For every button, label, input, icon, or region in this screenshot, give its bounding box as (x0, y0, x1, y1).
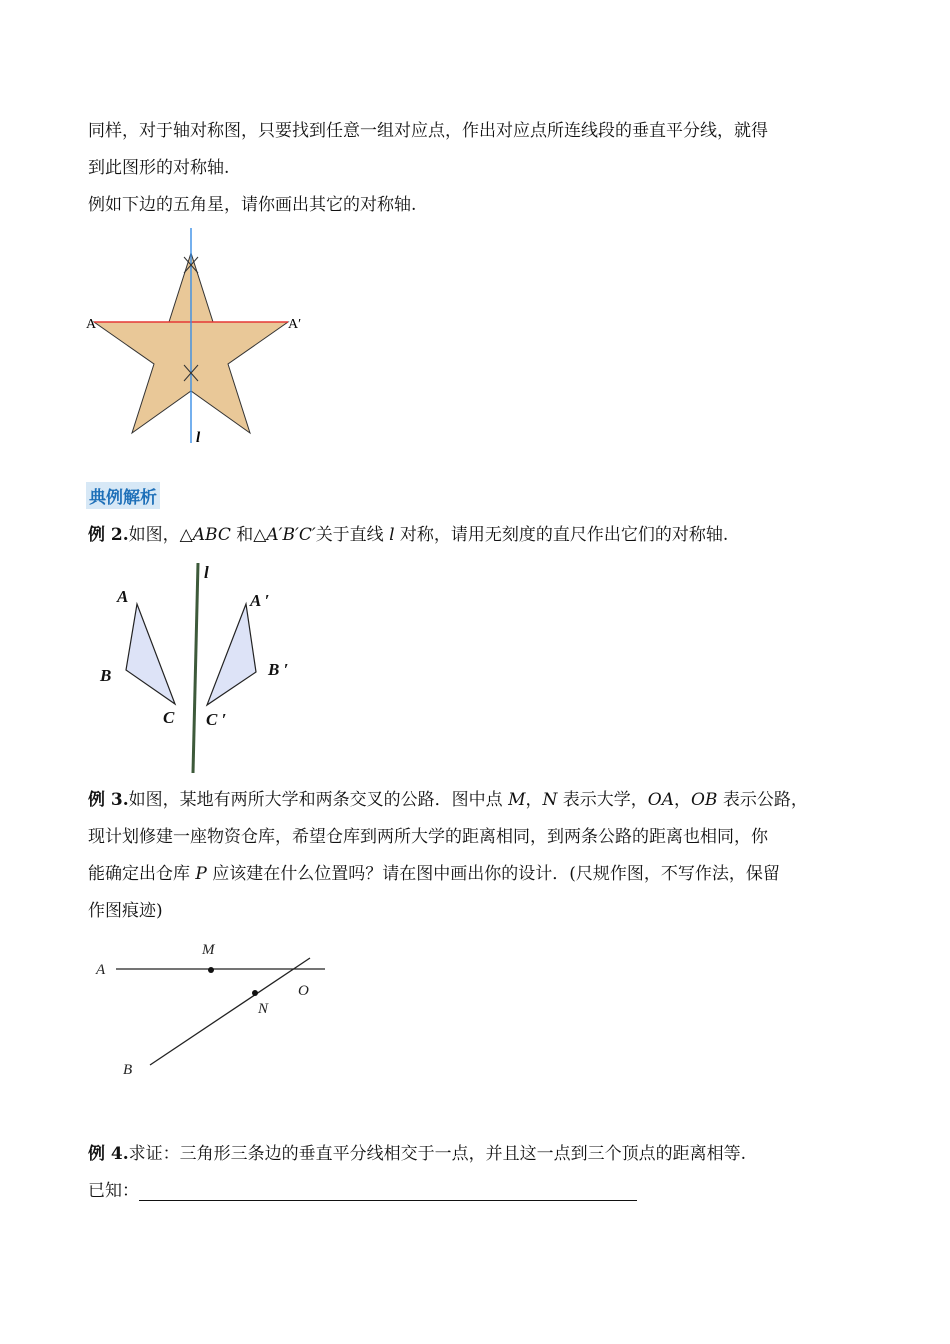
roads-label-a: A (96, 962, 106, 978)
roads-label-m: M (202, 942, 215, 958)
label-c-prime: C ′ (206, 710, 227, 729)
ex3-n: N (542, 790, 558, 810)
label-b: B (100, 666, 112, 685)
ex2-text-a: 如图，△ (128, 525, 193, 545)
label-b-prime: B ′ (268, 660, 289, 679)
ex3-line3-b: 应该建在什么位置吗？请在图中画出你的设计．(尺规作图，不写作法，保留 (206, 864, 780, 884)
ex3-line1-a: 如图，某地有两所大学和两条交叉的公路．图中点 (128, 790, 509, 810)
ex3-oa: OA (647, 790, 674, 810)
ex2-text-d: 对称，请用无刻度的直尺作出它们的对称轴. (394, 525, 729, 545)
roads-label-o: O (298, 983, 309, 999)
point-m (208, 967, 214, 973)
ex4-given-label: 已知： (88, 1181, 139, 1201)
line-l (193, 563, 198, 773)
label-l: l (204, 563, 209, 582)
triangle-abc (126, 604, 175, 704)
ex3-label: 例 3. (88, 790, 129, 810)
ex3-sep2: ， (674, 790, 691, 810)
star-label-a: A (86, 317, 97, 332)
ex3-line-3 (88, 859, 780, 884)
roads-label-n: N (258, 1001, 269, 1017)
given-answer-blank[interactable] (139, 1183, 637, 1201)
ex4-given-line (88, 1176, 637, 1201)
star-label-l: l (196, 430, 201, 446)
label-c: C (163, 708, 175, 727)
ex3-p: P (195, 864, 207, 884)
intro-line-2: 到此图形的对称轴. (88, 158, 230, 178)
ex2-abc-prime: A′B′C′ (266, 525, 316, 545)
ex2-l: l (389, 525, 395, 545)
ex3-ob: OB (691, 790, 718, 810)
triangle-figure (88, 558, 328, 778)
triangle-abc-prime (207, 604, 256, 705)
ex3-line1-c: 表示公路， (717, 790, 808, 810)
ex3-line3-a: 能确定出仓库 (88, 864, 196, 884)
ex2-text (88, 520, 728, 545)
ex2-text-c: 关于直线 (315, 525, 390, 545)
ex4-text: 求证：三角形三条边的垂直平分线相交于一点，并且这一点到三个顶点的距离相等. (128, 1144, 747, 1164)
star-figure (80, 225, 320, 455)
ex3-line1-b: 表示大学， (557, 790, 648, 810)
ex4-label: 例 4. (88, 1144, 129, 1164)
point-n (252, 990, 258, 996)
roads-figure (88, 935, 348, 1085)
label-a-prime: A ′ (250, 591, 270, 610)
ex3-line-1 (88, 785, 808, 810)
intro-line-1: 同样，对于轴对称图，只要找到任意一组对应点，作出对应点所连线段的垂直平分线，就得 (88, 121, 768, 141)
label-a: A (117, 587, 129, 606)
intro-line-3: 例如下边的五角星，请你画出其它的对称轴. (88, 195, 417, 215)
ex3-line-2: 现计划修建一座物资仓库，希望仓库到两所大学的距离相同，到两条公路的距离也相同，你 (88, 827, 768, 847)
ex3-line-4: 作图痕迹) (88, 901, 163, 921)
roads-label-b: B (123, 1062, 133, 1078)
ex2-abc: ABC (192, 525, 231, 545)
star-label-a-prime: A′ (288, 317, 302, 332)
road-ob (150, 958, 310, 1065)
ex4-line-1 (88, 1139, 746, 1164)
ex2-label: 例 2. (88, 525, 129, 545)
ex3-sep1: ， (525, 790, 543, 810)
ex2-text-b: 和△ (230, 525, 267, 545)
section-title: 典例解析 (86, 482, 160, 509)
ex3-m: M (508, 790, 526, 810)
